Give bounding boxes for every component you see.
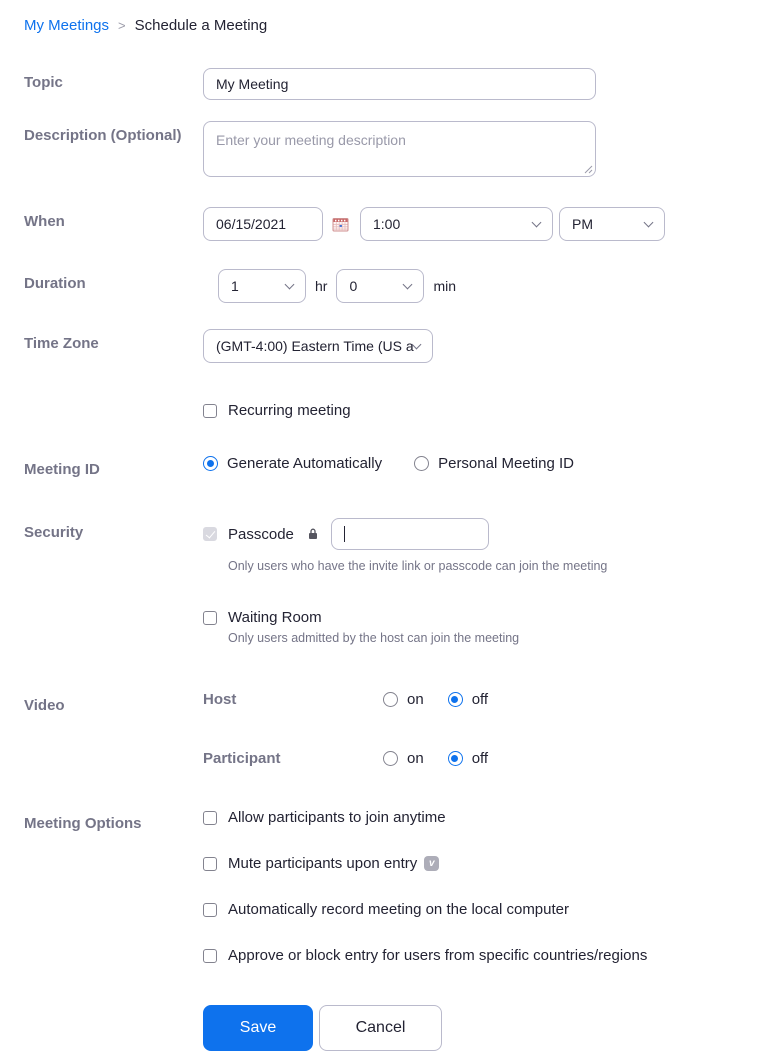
generate-automatically-label[interactable]: Generate Automatically: [227, 455, 383, 472]
personal-meeting-id-label[interactable]: Personal Meeting ID: [438, 455, 574, 472]
breadcrumb: [0, 0, 763, 34]
passcode-helper-text: Only users who have the invite link or passcode can join the meeting: [228, 559, 608, 573]
duration-minutes-value: 0: [349, 278, 358, 294]
participant-video-on-radio[interactable]: [383, 751, 398, 766]
breadcrumb-link-my-meetings[interactable]: My Meetings: [24, 17, 110, 34]
personal-meeting-id-radio[interactable]: [414, 456, 429, 471]
participant-video-off-label[interactable]: off: [471, 750, 489, 767]
passcode-input[interactable]: [331, 518, 489, 550]
lock-icon: [308, 528, 318, 540]
timezone-select[interactable]: [203, 329, 433, 363]
waiting-room-checkbox[interactable]: [203, 611, 217, 625]
breadcrumb-separator: >: [118, 18, 126, 33]
recurring-meeting-checkbox[interactable]: [203, 404, 217, 418]
mute-on-entry-label[interactable]: Mute participants upon entry: [228, 855, 418, 872]
schedule-meeting-form: [0, 68, 763, 1051]
duration-label: Duration: [24, 275, 86, 292]
ampm-select[interactable]: [559, 207, 665, 241]
chevron-down-icon: [404, 280, 412, 288]
participant-video-on-label[interactable]: on: [407, 750, 424, 767]
timezone-select-value: (GMT-4:00) Eastern Time (US a: [216, 338, 414, 354]
participant-label: Participant: [203, 750, 281, 767]
passcode-checkbox: [203, 527, 217, 541]
minutes-unit-label: min: [433, 278, 457, 294]
duration-minutes-select[interactable]: [336, 269, 424, 303]
topic-input[interactable]: [203, 68, 596, 100]
auto-record-checkbox[interactable]: [203, 903, 217, 917]
waiting-room-helper-text: Only users admitted by the host can join the meeting: [228, 631, 520, 645]
host-video-off-radio[interactable]: [448, 692, 463, 707]
time-select-value: 1:00: [373, 216, 401, 232]
ampm-select-value: PM: [572, 216, 593, 232]
host-video-on-radio[interactable]: [383, 692, 398, 707]
calendar-icon[interactable]: [332, 216, 349, 233]
cancel-button[interactable]: Cancel: [319, 1005, 442, 1051]
participant-video-off-radio[interactable]: [448, 751, 463, 766]
text-cursor: [344, 526, 345, 542]
auto-record-label[interactable]: Automatically record meeting on the local computer: [228, 901, 570, 918]
chevron-down-icon: [645, 218, 653, 226]
passcode-label: Passcode: [228, 525, 294, 543]
recurring-meeting-label[interactable]: Recurring meeting: [228, 402, 351, 419]
date-input[interactable]: [203, 207, 323, 241]
waiting-room-label[interactable]: Waiting Room: [228, 609, 322, 626]
description-label: Description (Optional): [24, 127, 182, 144]
duration-hours-value: 1: [231, 278, 239, 294]
host-label: Host: [203, 691, 237, 708]
time-select[interactable]: [360, 207, 553, 241]
security-label: Security: [24, 524, 84, 541]
join-anytime-checkbox[interactable]: [203, 811, 217, 825]
host-video-off-label[interactable]: off: [471, 691, 489, 708]
page-title: Schedule a Meeting: [134, 17, 268, 34]
hours-unit-label: hr: [315, 278, 328, 294]
join-anytime-label[interactable]: Allow participants to join anytime: [228, 809, 446, 826]
mute-on-entry-checkbox[interactable]: [203, 857, 217, 871]
timezone-label: Time Zone: [24, 335, 99, 352]
video-label: Video: [24, 697, 65, 714]
save-button[interactable]: Save: [203, 1005, 313, 1051]
meeting-id-label: Meeting ID: [24, 461, 100, 478]
chevron-down-icon: [286, 280, 294, 288]
chevron-down-icon: [413, 340, 421, 348]
video-tutorial-icon[interactable]: v: [424, 856, 439, 871]
duration-hours-select[interactable]: [218, 269, 306, 303]
host-video-on-label[interactable]: on: [407, 691, 424, 708]
when-label: When: [24, 213, 65, 230]
country-entry-label[interactable]: Approve or block entry for users from specific countries/regions: [228, 947, 648, 964]
country-entry-checkbox[interactable]: [203, 949, 217, 963]
description-textarea[interactable]: [203, 121, 596, 177]
generate-automatically-radio[interactable]: [203, 456, 218, 471]
topic-label: Topic: [24, 74, 63, 91]
meeting-options-label: Meeting Options: [24, 815, 142, 832]
resize-handle-icon[interactable]: [584, 165, 593, 174]
chevron-down-icon: [533, 218, 541, 226]
